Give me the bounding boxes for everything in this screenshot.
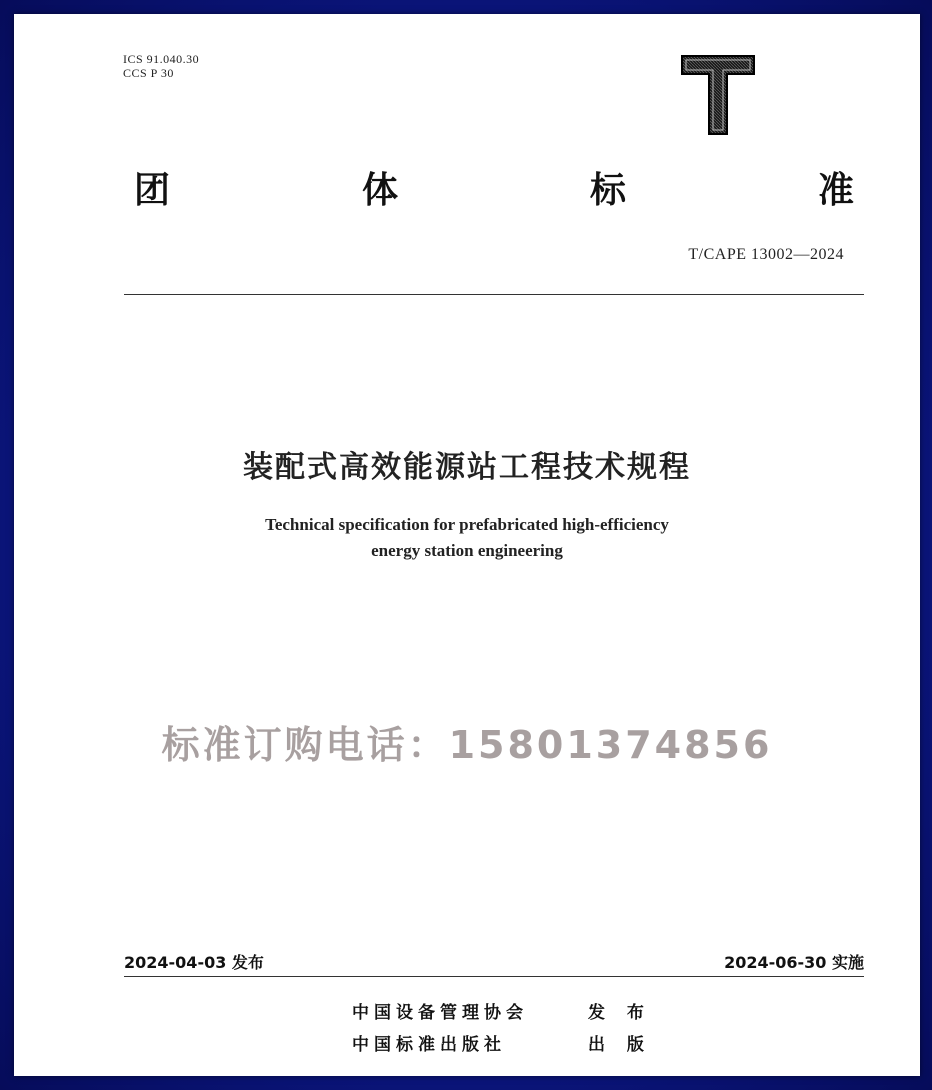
- heading-char-4: 准: [817, 170, 854, 211]
- heading-char-1: 团: [134, 170, 171, 211]
- chinese-title: 装配式高效能源站工程技术规程: [243, 450, 691, 485]
- implement-date: 2024-06-30 实施: [724, 953, 864, 972]
- issuer-name: 中国设备管理协会: [352, 1003, 528, 1023]
- group-standard-heading: [134, 166, 854, 216]
- publisher-action: 出 版: [588, 1035, 652, 1055]
- ccs-code: CCS P 30: [123, 66, 174, 80]
- publisher-name: 中国标准出版社: [352, 1035, 506, 1055]
- bottom-divider: [124, 976, 864, 977]
- release-date: 2024-04-03 发布: [124, 953, 264, 972]
- classification-codes: [123, 52, 199, 80]
- ics-code: ICS 91.040.30: [123, 52, 200, 66]
- heading-char-3: 标: [589, 170, 626, 211]
- issuer-action: 发 布: [588, 1003, 652, 1023]
- top-divider: [124, 294, 864, 295]
- english-title-line-1: Technical specification for prefabricated high-efficiency: [265, 515, 669, 534]
- standard-number: T/CAPE 13002—2024: [688, 246, 844, 263]
- heading-char-2: 体: [361, 170, 398, 211]
- order-phone-watermark: 标准订购电话：15801374856: [161, 723, 773, 767]
- standard-cover-page: [14, 14, 920, 1076]
- category-letter-logo: [680, 52, 756, 138]
- english-title: [14, 512, 920, 564]
- english-title-line-2: energy station engineering: [371, 541, 563, 560]
